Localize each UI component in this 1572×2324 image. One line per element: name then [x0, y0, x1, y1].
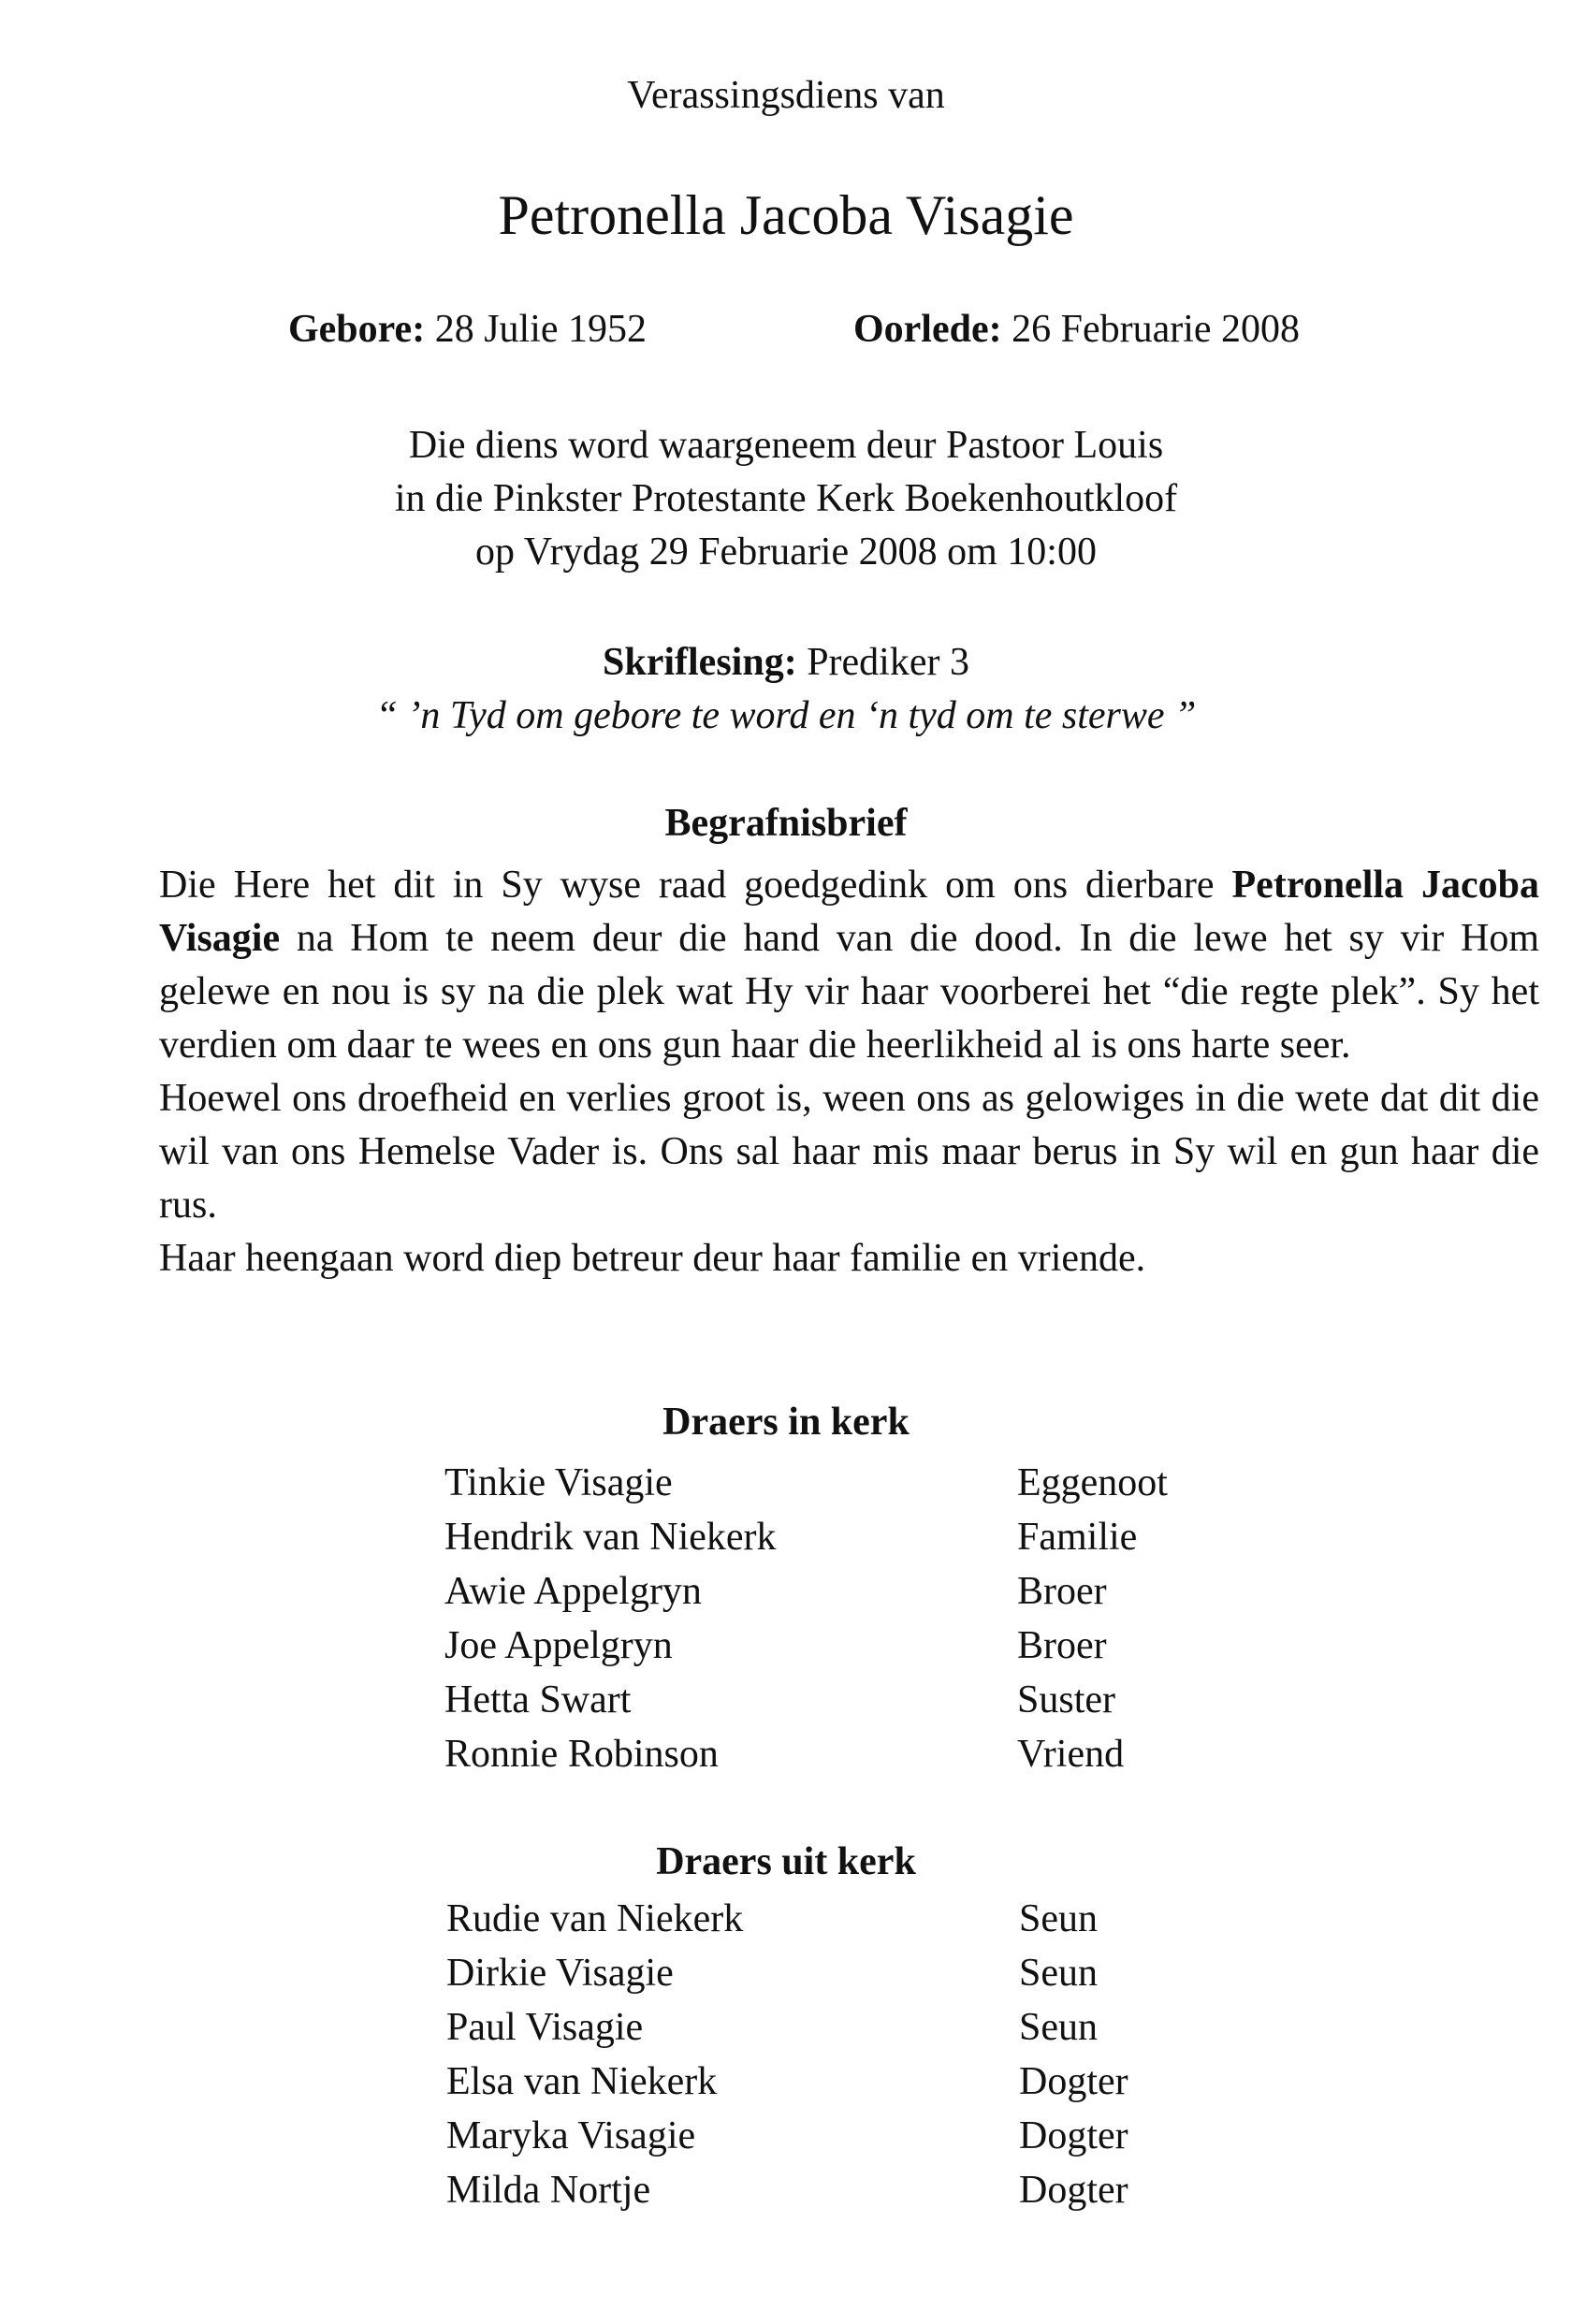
death-date: [853, 307, 1300, 352]
service-line: in die Pinkster Protestante Kerk Boekenhoutkloof: [394, 477, 1178, 520]
bearer-name: Paul Visagie: [446, 2006, 644, 2049]
bearer-name: Rudie van Niekerk: [446, 1897, 744, 1940]
bearer-relation: Seun: [1019, 1952, 1098, 1995]
bearer-row: [446, 2163, 1288, 2217]
bearer-row: [444, 1619, 1287, 1673]
bearer-name: Dirkie Visagie: [446, 1952, 674, 1995]
death-date-value: 26 Februarie 2008: [1012, 308, 1301, 351]
bearer-relation: Suster: [1017, 1678, 1115, 1721]
bearer-row: [446, 1892, 1288, 1946]
bearer-relation: Broer: [1017, 1624, 1107, 1667]
bearer-row: [446, 1946, 1288, 2000]
bearer-relation: Broer: [1017, 1570, 1107, 1613]
scripture-reference-line: [0, 636, 1572, 690]
bearer-relation: Dogter: [1019, 2169, 1128, 2212]
service-line: Die diens word waargeneem deur Pastoor Louis: [408, 424, 1164, 467]
funeral-letter: [159, 859, 1539, 1285]
bearer-name: Hendrik van Niekerk: [444, 1516, 777, 1559]
bearer-row: [444, 1727, 1287, 1781]
service-line: op Vrydag 29 Februarie 2008 om 10:00: [475, 530, 1097, 574]
bearer-name: Milda Nortje: [446, 2169, 651, 2212]
letter-text: Die Here het dit in Sy wyse raad goedgedink om ons dierbare: [159, 864, 1215, 907]
bearer-relation: Dogter: [1019, 2060, 1128, 2103]
letter-title: Begrafnisbrief: [664, 802, 908, 845]
scripture-reference: Prediker 3: [807, 641, 969, 684]
letter-paragraph: Haar heengaan word diep betreur deur haar familie en vriende.: [159, 1237, 1146, 1280]
bearer-name: Maryka Visagie: [446, 2114, 696, 2157]
bearer-row: [444, 1564, 1287, 1619]
scripture-reading: [0, 636, 1572, 743]
birth-date-label: Gebore:: [288, 308, 426, 351]
bearers-in-title: Draers in kerk: [662, 1401, 910, 1444]
letter-deceased-name: Petronella Jacoba Visagie: [159, 864, 1539, 960]
letter-text: na Hom te neem deur die hand van die dood. In die lewe het sy vir Hom gelewe en nou is sy na die plek wat Hy vir haar voorberei het “die regte plek”. Sy het verdien om daar te wees en ons gun haar die heerlikheid al is ons harte seer.: [159, 917, 1540, 1067]
scripture-quote: “ ’n Tyd om gebore te word en ‘n tyd om te sterwe ”: [375, 694, 1197, 737]
bearers-out-list: [446, 1892, 1288, 2217]
bearer-name: Joe Appelgryn: [444, 1624, 673, 1667]
bearer-row: [446, 2000, 1288, 2055]
scripture-label: Skriflesing:: [603, 641, 797, 684]
bearer-name: Tinkie Visagie: [444, 1461, 673, 1504]
bearer-row: [444, 1456, 1287, 1510]
bearer-relation: Eggenoot: [1017, 1461, 1168, 1504]
bearer-relation: Vriend: [1017, 1733, 1125, 1776]
bearer-name: Ronnie Robinson: [444, 1733, 719, 1776]
birth-date: [288, 307, 647, 352]
bearer-relation: Seun: [1019, 2006, 1098, 2049]
deceased-name: Petronella Jacoba Visagie: [498, 184, 1074, 246]
bearer-row: [444, 1510, 1287, 1564]
service-details: [0, 419, 1572, 579]
bearers-out-title: Draers uit kerk: [656, 1840, 916, 1883]
bearer-row: [444, 1673, 1287, 1727]
death-date-label: Oorlede:: [853, 308, 1002, 351]
bearer-relation: Seun: [1019, 1897, 1098, 1940]
letter-paragraph: Hoewel ons droefheid en verlies groot is, ween ons as gelowiges in die wete dat dit die wil van ons Hemelse Vader is. Ons sal haar mis maar berus in Sy wil en gun haar die rus.: [159, 1077, 1539, 1227]
service-subtitle: Verassingsdiens van: [627, 74, 945, 117]
bearer-name: Awie Appelgryn: [444, 1570, 702, 1613]
bearer-row: [446, 2109, 1288, 2163]
bearer-relation: Dogter: [1019, 2114, 1128, 2157]
bearer-name: Elsa van Niekerk: [446, 2060, 718, 2103]
birth-date-value: 28 Julie 1952: [434, 308, 648, 351]
letter-paragraph: [159, 859, 1539, 1072]
bearer-name: Hetta Swart: [444, 1678, 632, 1721]
bearers-in-list: [444, 1456, 1287, 1781]
bearer-relation: Familie: [1017, 1516, 1138, 1559]
bearer-row: [446, 2055, 1288, 2109]
